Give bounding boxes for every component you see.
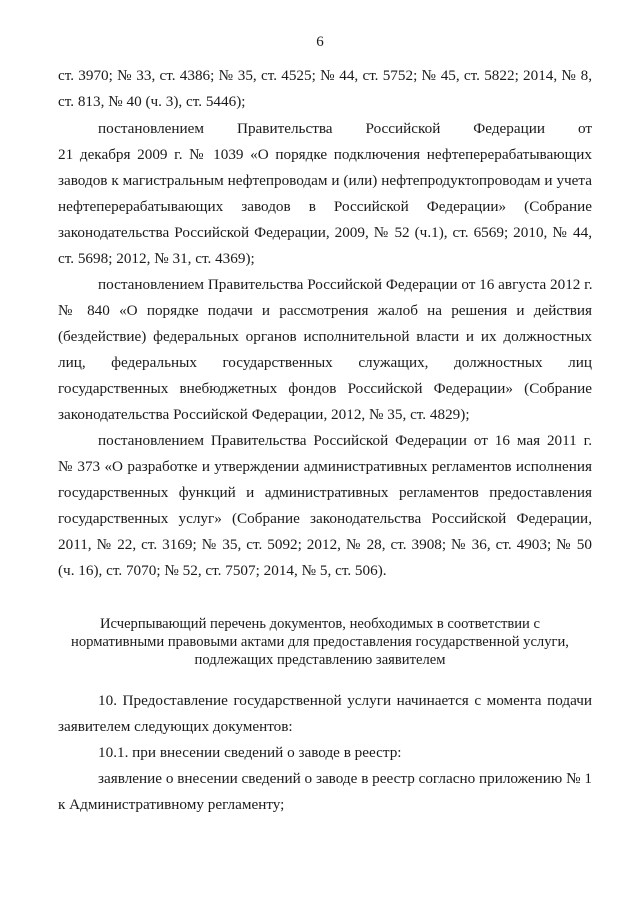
text-line: к Административному регламенту; <box>58 796 285 813</box>
text-line: заводов к магистральным нефтепроводам и (или) нефтепродуктопроводам и учета <box>58 172 592 189</box>
section-heading-line: нормативными правовыми актами для предоставления государственной услуги, <box>71 634 569 650</box>
text-line: (ч. 16), ст. 7070; № 52, ст. 7507; 2014, № 5, ст. 506). <box>58 562 387 579</box>
text-line: № 373 «О разработке и утверждении административных регламентов исполнения <box>58 458 592 475</box>
text-line: постановлением Правительства Российской Федерации от 16 мая 2011 г. <box>98 432 592 449</box>
text-line: заявление о внесении сведений о заводе в реестр согласно приложению № 1 <box>98 770 592 787</box>
text-line: государственных услуг» (Собрание законодательства Российской Федерации, <box>58 510 592 527</box>
text-line: 10. Предоставление государственной услуги начинается с момента подачи <box>98 692 592 709</box>
text-line: государственных функций и административных регламентов предоставления <box>58 484 592 501</box>
text-line: государственных внебюджетных фондов Российской Федерации» (Собрание <box>58 380 592 397</box>
text-line: 2011, № 22, ст. 3169; № 35, ст. 5092; 2012, № 28, ст. 3908; № 36, ст. 4903; № 50 <box>58 536 592 553</box>
text-line: (бездействие) федеральных органов исполнительной власти и их должностных <box>58 328 592 345</box>
text-line: № 840 «О порядке подачи и рассмотрения жалоб на решения и действия <box>58 302 592 319</box>
text-line: 10.1. при внесении сведений о заводе в реестр: <box>98 744 402 761</box>
text-line: законодательства Российской Федерации, 2012, № 35, ст. 4829); <box>58 406 470 423</box>
text-line: ст. 5698; 2012, № 31, ст. 4369); <box>58 250 255 267</box>
text-line: законодательства Российской Федерации, 2009, № 52 (ч.1), ст. 6569; 2010, № 44, <box>58 224 592 241</box>
section-heading-line: подлежащих представлению заявителем <box>194 652 446 668</box>
text-line: заявителем следующих документов: <box>58 718 293 735</box>
text-line: ст. 3970; № 33, ст. 4386; № 35, ст. 4525; № 44, ст. 5752; № 45, ст. 5822; 2014, № 8, <box>58 67 592 84</box>
text-line: лиц, федеральных государственных служащих, должностных лиц <box>58 354 592 371</box>
section-heading-line: Исчерпывающий перечень документов, необходимых в соответствии с <box>100 616 540 632</box>
text-line: постановлением Правительства Российской Федерации от 16 августа 2012 г. <box>98 276 593 293</box>
text-line: нефтеперерабатывающих заводов в Российской Федерации» (Собрание <box>58 198 592 215</box>
page-number: 6 <box>316 34 324 50</box>
text-line: 21 декабря 2009 г. № 1039 «О порядке подключения нефтеперерабатывающих <box>58 146 592 163</box>
text-line: ст. 813, № 40 (ч. 3), ст. 5446); <box>58 93 246 110</box>
text-line: постановлением Правительства Российской Федерации от <box>98 120 592 137</box>
